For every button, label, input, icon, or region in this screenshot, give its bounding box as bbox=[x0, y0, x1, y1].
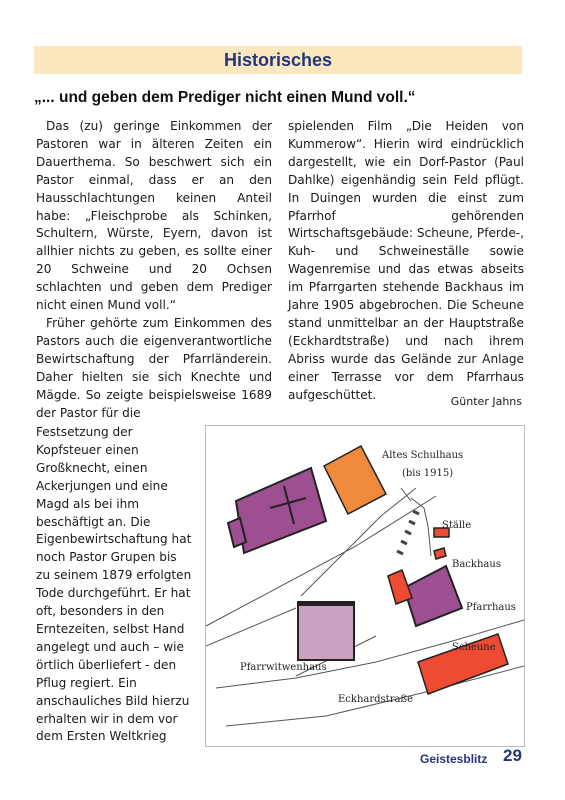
label-scheune: Scheune bbox=[452, 642, 496, 653]
page-number: 29 bbox=[503, 746, 522, 765]
backhaus-building bbox=[434, 548, 446, 559]
section-title: Historisches bbox=[223, 50, 333, 70]
paragraph-1: Das (zu) geringe Einkommen der Pastoren war in älteren Zeiten ein Dauerthema. So beschwert sich ein Pastor einmal, dass er an den Hausschlachtungen keinen Anteil habe: „Fleischprobe als Schinken, Schultern, Würste, Eyern, davon ist allhier nichts zu geben, es sollte einer 20 Schweine und 20 Ochsen schlachten und geben dem Prediger nicht einen Mund voll.“ bbox=[36, 119, 272, 313]
witwenhaus-building bbox=[298, 602, 354, 660]
label-schulhaus-years: (bis 1915) bbox=[402, 468, 454, 479]
paragraph-2: Früher gehörte zum Einkommen des Pastors auch die eigenverantwortliche Bewirtschaftung der Pfarrländerein. Daher hielten sie sich Knechte und Mägde. So zeigte beispielsweise 1689 der Pastor für die bbox=[36, 315, 272, 420]
label-pfarrwitwenhaus: Pfarrwitwenhaus bbox=[240, 662, 327, 673]
pfarrhaus-annex bbox=[388, 570, 412, 604]
fence-marks bbox=[397, 511, 419, 554]
label-backhaus: Backhaus bbox=[452, 559, 501, 570]
pfarrhaus-building bbox=[404, 566, 462, 626]
label-strasse: Eckhardstraße bbox=[338, 694, 414, 705]
article-headline: „... und geben dem Prediger nicht einen Mund voll.“ bbox=[34, 89, 416, 106]
label-staelle: Ställe bbox=[442, 520, 472, 531]
label-pfarrhaus: Pfarrhaus bbox=[466, 602, 516, 613]
schulhaus-building bbox=[324, 446, 386, 514]
author-name: Günter Jahns bbox=[450, 395, 522, 408]
article-column-left bbox=[36, 118, 272, 422]
article-column-right bbox=[288, 118, 524, 405]
section-banner bbox=[34, 46, 522, 74]
paragraph-2-continued: Festsetzung der Kopfsteuer einen Großknecht, einen Ackerjungen und eine Magd als bei ihm beschäftigt an. Die Eigenbewirtschaftung hat noch Pastor Grupen bis zu seinem 1879 erfolgten Tode durchgeführt. Er hat oft, besonders in den Erntezeiten, selbst Hand angelegt und auch – wie örtlich überliefert - den Pflug regiert. Ein anschauliches Bild hierzu erhalten wir in dem vor dem Ersten Weltkrieg bbox=[36, 425, 192, 744]
magazine-name: Geistesblitz bbox=[420, 752, 488, 766]
church-building bbox=[236, 468, 326, 553]
site-map bbox=[205, 425, 525, 747]
paragraph-right: spielenden Film „Die Heiden von Kummerow“. Hierin wird eindrücklich dargestellt, wie ein Dorf-Pastor (Paul Dahlke) eigenhändig sein Feld pflügt. In Duingen wurden die einst zum Pfarrhof gehörenden Wirtschaftsgebäude: Scheune, Pferde-, Kuh- und Schweineställe sowie Wagenremise und das etwas abseits im Pfarrgarten stehende Backhaus im Jahre 1905 abgebrochen. Die Scheune stand unmittelbar an der Hauptstraße (Eckhardtstraße) und nach ihrem Abriss wurde das Gelände zur Anlage einer Terrasse vor dem Pfarrhaus aufgeschüttet. bbox=[288, 119, 524, 402]
article-column-narrow bbox=[36, 424, 194, 746]
label-schulhaus: Altes Schulhaus bbox=[382, 450, 464, 461]
